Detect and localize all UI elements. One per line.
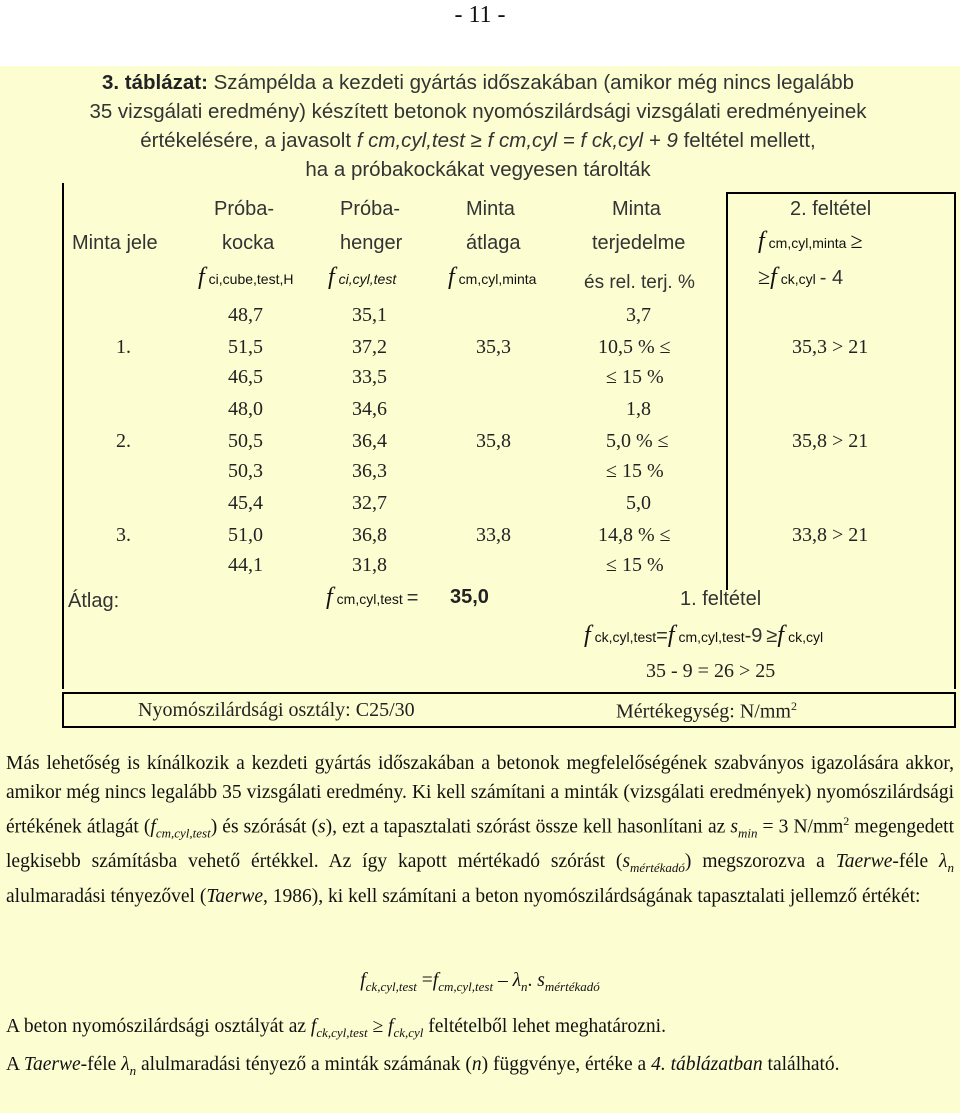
row-id: 1.: [116, 336, 131, 358]
table-cell: 37,2: [352, 336, 387, 358]
caption-line1: Számpélda a kezdeti gyártás időszakában (amikor még nincs legalább: [213, 71, 855, 94]
table-cell: 36,8: [352, 524, 387, 546]
table-cell: 50,5: [228, 430, 263, 452]
average-symbol: f cm,cyl,test =: [326, 584, 419, 610]
header-minta-jele: Minta jele: [72, 232, 158, 254]
header-probakocka-2: kocka: [222, 232, 275, 254]
caption-condition: f cm,cyl,test ≥ f cm,cyl = f ck,cyl + 9: [356, 129, 678, 152]
paragraph-2: A beton nyomószilárdsági osztályát az $f_{ck,cyl,test} \ge f_{ck,cyl}$ feltételből lehet meghatározni.: [6, 1016, 666, 1040]
table-cell: 1,8: [626, 398, 651, 420]
table-cell: 33,5: [352, 366, 387, 388]
table-cell: 51,5: [228, 336, 263, 358]
header-probakocka-1: Próba-: [214, 198, 275, 220]
average-value: 35,0: [450, 586, 489, 608]
table-cell: ≤ 15 %: [606, 554, 664, 576]
table-cell: 48,0: [228, 398, 263, 420]
paragraph-1: Más lehetőség is kínálkozik a kezdeti gyártás időszakában a betonok megfelelőségének szabványos igazolására akkor, amikor még nincs legalább 35 vizsgálati eredmény. Ki kell számítani a minták (vizsgálati eredmények) nyomószilárdsági értékének átlagát $(f_{cm,cyl,test})$ és szórását (s), ezt a tapasztalati szórást össze kell hasonlítani az $s_{min} = 3$ $N/mm^2$ megengedett legkisebb számításba vehető értékkel. Az így kapott mértékadó szórást $(s_{mértékadó})$ megszorozva a Taerwe-féle $\lambda_n$ alulmaradási tényezővel (Taerwe, 1986), ki kell számítani a beton nyomószilárdságának tapasztalati jellemző értékét:: [6, 753, 955, 908]
table-cell: 35,8: [476, 430, 511, 452]
header-atlag-1: Minta: [466, 198, 515, 220]
header-atlag-symbol: f cm,cyl,minta: [448, 264, 537, 290]
header-probahenger-symbol: f ci,cyl,test: [328, 264, 397, 290]
header-terj-3: és rel. terj. %: [584, 272, 695, 293]
caption-label: 3. táblázat:: [101, 71, 208, 94]
table-cell: ≤ 15 %: [606, 460, 664, 482]
table-cell: 50,3: [228, 460, 263, 482]
table-cell: 32,7: [352, 492, 387, 514]
table-cell: 3,7: [626, 304, 651, 326]
table-caption: [38, 68, 918, 184]
header-probakocka-symbol: f ci,cube,test,H: [198, 264, 294, 290]
header-probahenger-1: Próba-: [340, 198, 401, 220]
header-probahenger-2: henger: [340, 232, 403, 254]
caption-line4: ha a próbakockákat vegyesen tárolták: [305, 158, 651, 181]
table-cell: 45,4: [228, 492, 263, 514]
caption-line3a: értékelésére, a javasolt: [140, 129, 352, 152]
table-cell: 31,8: [352, 554, 387, 576]
table-cell: ≤ 15 %: [606, 366, 664, 388]
table-cell: 34,6: [352, 398, 387, 420]
table-cell: 10,5 % ≤: [598, 336, 671, 358]
table-cell: 35,3: [476, 336, 511, 358]
feltetel1-title: 1. feltétel: [680, 588, 762, 610]
header-terj-1: Minta: [612, 198, 661, 220]
table-cell: 5,0 % ≤: [606, 430, 669, 452]
page-number: - 11 -: [454, 2, 506, 28]
paragraph-3: A Taerwe-féle $\lambda_n$ alulmaradási tényező a minták számának (n) függvénye, értéke a 4. táblázatban található.: [6, 1054, 840, 1078]
strength-class: Nyomószilárdsági osztály: C25/30: [138, 699, 415, 721]
header-feltetel2-title: 2. feltétel: [790, 198, 872, 220]
formula-characteristic-strength: $f_{ck,cyl,test} =f_{cm,cyl,test} - \lambda_n$. $s_{mértékadó}$: [360, 970, 600, 994]
header-feltetel2-line1: f cm,cyl,minta ≥: [758, 228, 863, 254]
table-cell: 5,0: [626, 492, 651, 514]
table-cell: 44,1: [228, 554, 263, 576]
table-cell: 36,3: [352, 460, 387, 482]
feltetel1-calc: 35 - 9 = 26 > 25: [646, 660, 776, 682]
header-feltetel2-line2: ≥f ck,cyl - 4: [758, 264, 844, 290]
table-cell: 48,7: [228, 304, 263, 326]
row-id: 3.: [116, 524, 131, 546]
table-cell: 35,3 > 21: [792, 336, 869, 358]
header-atlag-2: átlaga: [466, 232, 521, 254]
feltetel1-formula: f ck,cyl,test=f cm,cyl,test-9 ≥f ck,cyl: [584, 622, 824, 648]
table-cell: 35,1: [352, 304, 387, 326]
unit-label: Mértékegység: $N/mm^2$: [616, 699, 797, 723]
row-id: 2.: [116, 430, 131, 452]
table-cell: 14,8 % ≤: [598, 524, 671, 546]
table-cell: 35,8 > 21: [792, 430, 869, 452]
table-cell: 36,4: [352, 430, 387, 452]
table-cell: 33,8: [476, 524, 511, 546]
table-cell: 46,5: [228, 366, 263, 388]
caption-line2: 35 vizsgálati eredmény) készített betonok nyomószilárdsági vizsgálati eredményeinek: [89, 100, 867, 123]
table-cell: 51,0: [228, 524, 263, 546]
table-cell: 33,8 > 21: [792, 524, 869, 546]
average-label: Átlag:: [68, 590, 120, 612]
header-terj-2: terjedelme: [592, 232, 686, 254]
caption-line3b: feltétel mellett,: [683, 129, 816, 152]
